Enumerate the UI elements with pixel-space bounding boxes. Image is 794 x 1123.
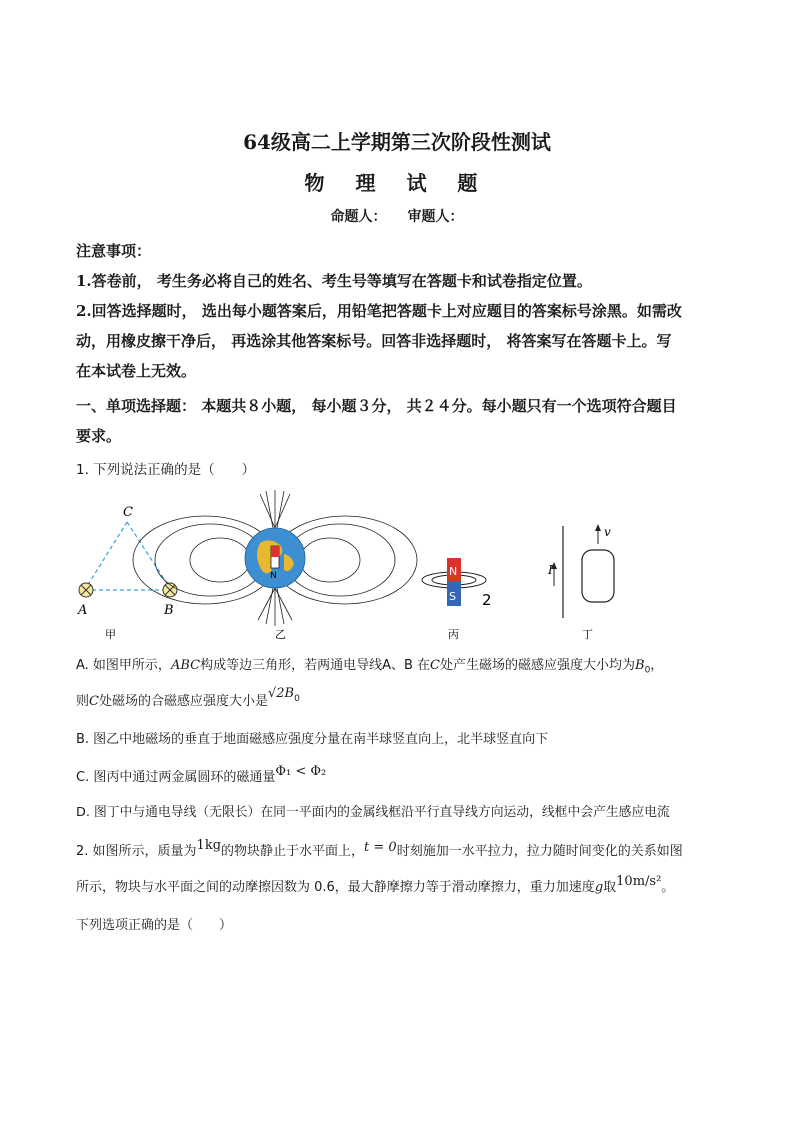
q2-line-2: 所示，物块与水平面之间的动摩擦因数为 0.6，最大静摩擦力等于滑动摩擦力，重力加速度g取10m/s²。 bbox=[76, 874, 675, 895]
ring-2-label: 2 bbox=[482, 591, 492, 609]
q1-option-a: A. 如图甲所示，ABC构成等边三角形，若两通电导线A、B 在C处产生磁场的磁感应强度大小均为$B_0$， bbox=[76, 658, 664, 676]
q1-option-d: D. 图丁中与通电导线（无限长）在同一平面内的金属线框沿平行直导线方向运动，线框中会产生感应电流 bbox=[76, 805, 670, 820]
velocity-label: v bbox=[604, 525, 611, 539]
authors-line: 命题人： 审题人： bbox=[330, 209, 464, 225]
point-b-label: B bbox=[164, 603, 174, 618]
magnet-s-label: S bbox=[449, 590, 456, 603]
earth-n-label: N bbox=[270, 571, 277, 581]
figure-jia bbox=[77, 505, 177, 641]
q2-line-3: 下列选项正确的是（ ） bbox=[76, 918, 233, 933]
q1-stem: 1. 下列说法正确的是（ ） bbox=[76, 462, 256, 478]
q1-figures bbox=[70, 488, 670, 644]
note-item-3: 动，用橡皮擦干净后， 再选涂其他答案标号。回答非选择题时， 将答案写在答题卡上。写 bbox=[76, 332, 672, 350]
current-label: I bbox=[548, 563, 553, 577]
magnet-n-label: N bbox=[449, 565, 458, 578]
section-heading: 一、单项选择题： 本题共８小题， 每小题３分， 共２４分。每小题只有一个选项符合题目 bbox=[76, 397, 677, 415]
figure-yi bbox=[133, 490, 417, 641]
note-item-2: 2.回答选择题时， 选出每小题答案后，用铅笔把答题卡上对应题目的答案标号涂黑。如需改 bbox=[76, 302, 682, 320]
label-jia: 甲 bbox=[105, 628, 116, 641]
label-ding: 丁 bbox=[582, 628, 593, 641]
q1-option-c: C. 图丙中通过两金属圆环的磁通量Φ₁ < Φ₂ bbox=[76, 764, 327, 785]
figure-bing bbox=[422, 558, 492, 641]
q1-option-b: B. 图乙中地磁场的垂直于地面磁感应强度分量在南半球竖直向上，北半球竖直向下 bbox=[76, 732, 549, 747]
q1-option-a-cont: 则C处磁场的合磁感应强度大小是$√2B_0$ bbox=[76, 686, 300, 709]
note-item-4: 在本试卷上无效。 bbox=[76, 362, 197, 380]
section-heading-cont: 要求。 bbox=[76, 427, 122, 445]
q2-line-1: 2. 如图所示，质量为1kg的物块静止于水平面上，t = 0时刻施加一水平拉力，拉力随时间变化的关系如图 bbox=[76, 838, 683, 859]
notes-heading: 注意事项： bbox=[76, 242, 152, 260]
note-item-1: 1.答卷前， 考生务必将自己的姓名、考生号等填写在答题卡和试卷指定位置。 bbox=[76, 272, 592, 290]
point-c-label: C bbox=[123, 505, 133, 520]
figure-ding bbox=[547, 524, 614, 641]
subject-title: 物 理 试 题 bbox=[304, 171, 490, 195]
point-a-label: A bbox=[78, 603, 88, 618]
label-yi: 乙 bbox=[275, 628, 286, 641]
label-bing: 丙 bbox=[448, 628, 459, 641]
exam-title: 64级高二上学期第三次阶段性测试 bbox=[243, 130, 551, 154]
